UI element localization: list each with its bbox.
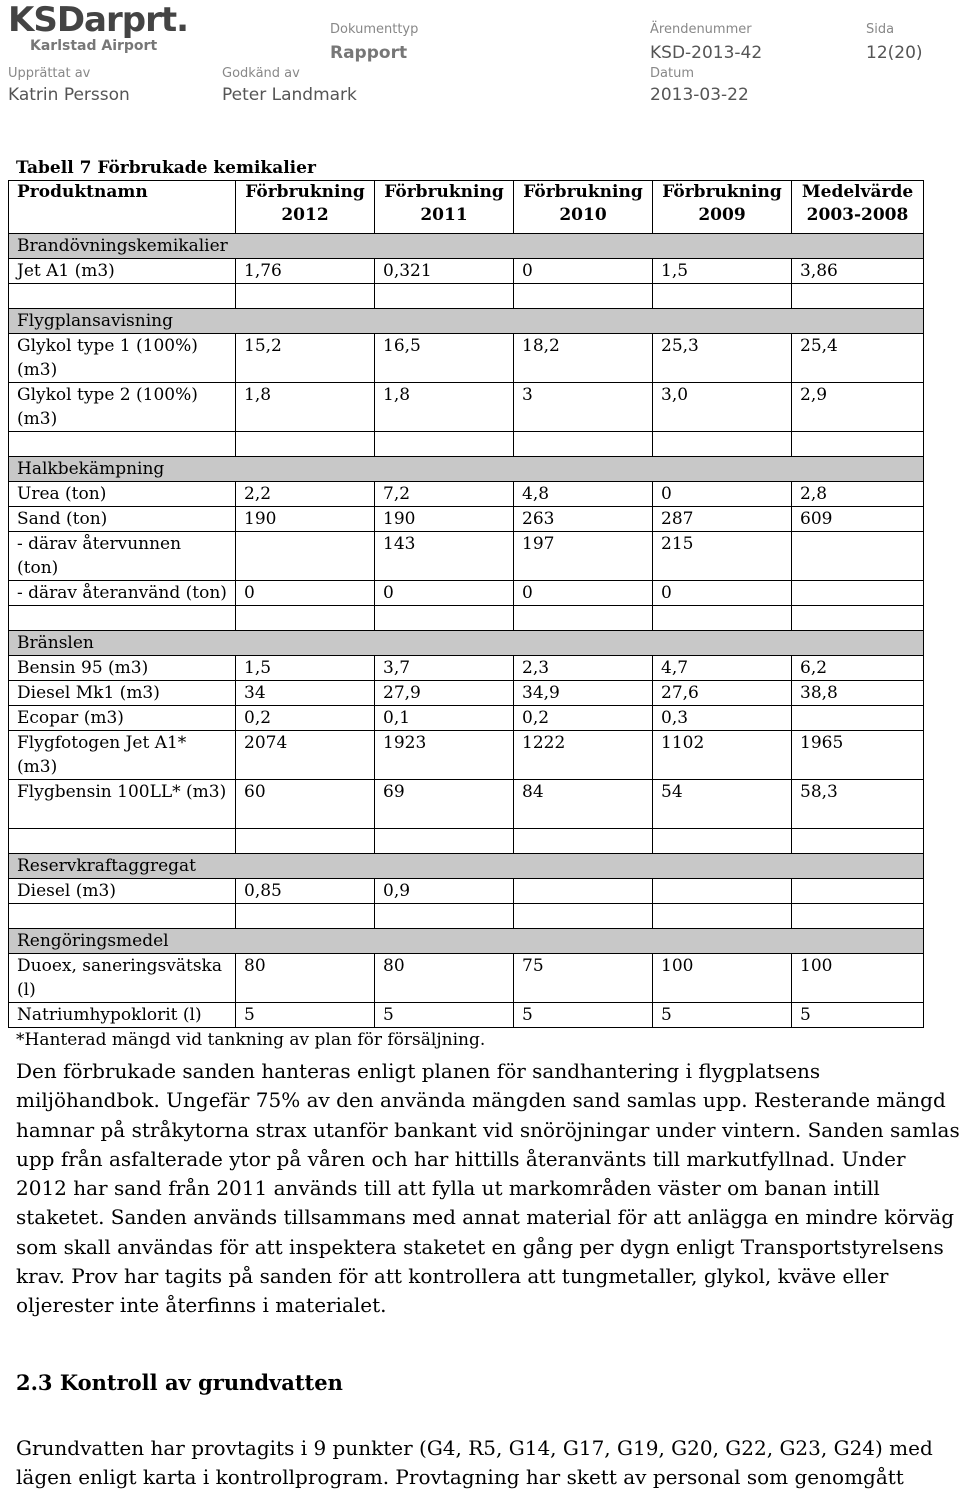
table-cell: [792, 829, 924, 854]
product-name-cell: Diesel (m3): [9, 879, 236, 904]
value-cell: 190: [236, 507, 375, 532]
table-cell: [236, 904, 375, 929]
value-cell: 25,4: [792, 334, 924, 383]
column-header-line: Förbrukning: [523, 182, 643, 202]
logo: [8, 2, 208, 54]
value-cell: 27,9: [375, 681, 514, 706]
section-row: [9, 457, 924, 482]
table-cell: [236, 829, 375, 854]
value-cell: [792, 532, 924, 581]
value-cell: 3,86: [792, 259, 924, 284]
date-value: 2013-03-22: [650, 85, 749, 105]
section-label: Bränslen: [9, 631, 924, 656]
value-cell: 1,5: [236, 656, 375, 681]
table-cell: [375, 284, 514, 309]
value-cell: 0,2: [514, 706, 653, 731]
value-cell: 84: [514, 780, 653, 829]
value-cell: 0: [653, 482, 792, 507]
column-header: [653, 181, 792, 234]
value-cell: 5: [653, 1003, 792, 1028]
column-header-line: 2009: [698, 205, 746, 225]
value-cell: 1222: [514, 731, 653, 780]
table-cell: [236, 432, 375, 457]
value-cell: 5: [375, 1003, 514, 1028]
section-label: Reservkraftaggregat: [9, 854, 924, 879]
table-header-row: [9, 181, 924, 234]
paragraph-sand: Den förbrukade sanden hanteras enligt planen för sandhantering i flygplatsens miljöhandbok. Ungefär 75% av den använda mängden sand samlas upp. Resterande mängd hamnar på stråkytorna strax utanför bankant vid snöröjningar under vintern. Sanden samlas upp från asfalterade ytor på våren och har hittills återanvänts till markutfyllnad. Under 2012 har sand från 2011 används till att fylla ut markområden väster om banan intill staketet. Sanden används tillsammans med annat material för att anlägga en mindre körväg som skall användas för att inspektera staketet en gång per dygn enligt Transportstyrelsens krav. Prov har tagits på sanden för att kontrollera att tungmetaller, glykol, kväve eller oljerester inte återfinns i materialet.: [16, 1059, 960, 1318]
column-header-line: 2010: [559, 205, 607, 225]
blank-row: [9, 904, 924, 929]
product-name-cell: - därav återanvänd (ton): [9, 581, 236, 606]
product-name-cell: Diesel Mk1 (m3): [9, 681, 236, 706]
value-cell: 1,5: [653, 259, 792, 284]
value-cell: 1102: [653, 731, 792, 780]
table-cell: [514, 829, 653, 854]
value-cell: 100: [653, 954, 792, 1003]
table-row: [9, 259, 924, 284]
table-cell: [236, 606, 375, 631]
value-cell: 0,3: [653, 706, 792, 731]
table-cell: [514, 904, 653, 929]
approved-value: Peter Landmark: [222, 85, 357, 105]
table-row: [9, 334, 924, 383]
table-row: [9, 731, 924, 780]
table-row: [9, 532, 924, 581]
table-row: [9, 706, 924, 731]
value-cell: 1,8: [375, 383, 514, 432]
value-cell: 0: [514, 259, 653, 284]
value-cell: 69: [375, 780, 514, 829]
value-cell: 100: [792, 954, 924, 1003]
table-cell: [514, 284, 653, 309]
value-cell: 190: [375, 507, 514, 532]
logo-name: KSDarprt.: [8, 0, 189, 40]
casenumber-value: KSD-2013-42: [650, 43, 763, 63]
value-cell: 5: [792, 1003, 924, 1028]
product-name-cell: Glykol type 2 (100%) (m3): [9, 383, 236, 432]
value-cell: 0,9: [375, 879, 514, 904]
value-cell: 0,1: [375, 706, 514, 731]
section-row: [9, 631, 924, 656]
approved-label: Godkänd av: [222, 66, 300, 81]
value-cell: 1,8: [236, 383, 375, 432]
value-cell: 4,7: [653, 656, 792, 681]
table-row: [9, 954, 924, 1003]
product-name-cell: Jet A1 (m3): [9, 259, 236, 284]
section-label: Halkbekämpning: [9, 457, 924, 482]
column-header: [792, 181, 924, 234]
column-header-line: 2003-2008: [806, 205, 909, 225]
table-cell: [514, 432, 653, 457]
value-cell: 34: [236, 681, 375, 706]
doctype-label: Dokumenttyp: [330, 22, 419, 37]
table-row: [9, 581, 924, 606]
column-header-line: Förbrukning: [245, 182, 365, 202]
value-cell: 2,3: [514, 656, 653, 681]
product-name-cell: Bensin 95 (m3): [9, 656, 236, 681]
table-row: [9, 681, 924, 706]
product-name-cell: Duoex, saneringsvätska (l): [9, 954, 236, 1003]
table-cell: [653, 284, 792, 309]
table-cell: [653, 606, 792, 631]
value-cell: [792, 581, 924, 606]
table-row: [9, 780, 924, 829]
section-label: Rengöringsmedel: [9, 929, 924, 954]
value-cell: 58,3: [792, 780, 924, 829]
table-cell: [375, 904, 514, 929]
value-cell: 1965: [792, 731, 924, 780]
value-cell: 197: [514, 532, 653, 581]
value-cell: 2,9: [792, 383, 924, 432]
section-row: [9, 929, 924, 954]
casenumber-label: Ärendenummer: [650, 22, 752, 37]
product-name-cell: - därav återvunnen (ton): [9, 532, 236, 581]
table-cell: [9, 606, 236, 631]
value-cell: 0: [514, 581, 653, 606]
product-name-cell: Flygfotogen Jet A1* (m3): [9, 731, 236, 780]
product-name-cell: Glykol type 1 (100%) (m3): [9, 334, 236, 383]
value-cell: 1,76: [236, 259, 375, 284]
table-row: [9, 482, 924, 507]
value-cell: 143: [375, 532, 514, 581]
logo-sub: Karlstad Airport: [30, 38, 158, 54]
table-footnote: *Hanterad mängd vid tankning av plan för försäljning.: [16, 1030, 486, 1050]
table-cell: [653, 432, 792, 457]
table-cell: [9, 284, 236, 309]
value-cell: 5: [236, 1003, 375, 1028]
table-row: [9, 507, 924, 532]
table-row: [9, 383, 924, 432]
value-cell: 16,5: [375, 334, 514, 383]
table-cell: [792, 284, 924, 309]
table-cell: [653, 904, 792, 929]
column-header-line: Förbrukning: [662, 182, 782, 202]
column-header: [514, 181, 653, 234]
value-cell: 4,8: [514, 482, 653, 507]
table-cell: [375, 606, 514, 631]
table-cell: [514, 606, 653, 631]
table-row: [9, 879, 924, 904]
blank-row: [9, 829, 924, 854]
value-cell: 0: [236, 581, 375, 606]
section-row: [9, 309, 924, 334]
value-cell: 0,85: [236, 879, 375, 904]
value-cell: 34,9: [514, 681, 653, 706]
value-cell: 2,8: [792, 482, 924, 507]
value-cell: 287: [653, 507, 792, 532]
value-cell: 609: [792, 507, 924, 532]
column-header-line: 2012: [281, 205, 329, 225]
column-header-line: Medelvärde: [801, 182, 914, 202]
table-row: [9, 1003, 924, 1028]
table-cell: [9, 432, 236, 457]
table-row: [9, 656, 924, 681]
product-name-cell: Urea (ton): [9, 482, 236, 507]
table-cell: [792, 606, 924, 631]
value-cell: 80: [236, 954, 375, 1003]
value-cell: 0: [653, 581, 792, 606]
section-label: Flygplansavisning: [9, 309, 924, 334]
value-cell: [653, 879, 792, 904]
column-header: [9, 181, 236, 234]
column-header-line: Förbrukning: [384, 182, 504, 202]
value-cell: [236, 532, 375, 581]
value-cell: 0: [375, 581, 514, 606]
value-cell: 0,2: [236, 706, 375, 731]
value-cell: 3,7: [375, 656, 514, 681]
value-cell: 3,0: [653, 383, 792, 432]
value-cell: 6,2: [792, 656, 924, 681]
table-cell: [9, 829, 236, 854]
value-cell: [792, 706, 924, 731]
product-name-cell: Ecopar (m3): [9, 706, 236, 731]
value-cell: 80: [375, 954, 514, 1003]
section-row: [9, 234, 924, 259]
table-cell: [792, 432, 924, 457]
value-cell: 263: [514, 507, 653, 532]
value-cell: 54: [653, 780, 792, 829]
value-cell: 5: [514, 1003, 653, 1028]
value-cell: 60: [236, 780, 375, 829]
section-heading: 2.3 Kontroll av grundvatten: [16, 1370, 343, 1395]
value-cell: 15,2: [236, 334, 375, 383]
page-value: 12(20): [866, 43, 923, 63]
value-cell: 38,8: [792, 681, 924, 706]
table-cell: [792, 904, 924, 929]
column-header: [236, 181, 375, 234]
value-cell: 2,2: [236, 482, 375, 507]
product-name-cell: Sand (ton): [9, 507, 236, 532]
date-label: Datum: [650, 66, 694, 81]
section-label: Brandövningskemikalier: [9, 234, 924, 259]
value-cell: 18,2: [514, 334, 653, 383]
table-caption: Tabell 7 Förbrukade kemikalier: [16, 158, 316, 178]
column-header-line: 2011: [420, 205, 468, 225]
value-cell: [514, 879, 653, 904]
value-cell: 25,3: [653, 334, 792, 383]
blank-row: [9, 606, 924, 631]
value-cell: [792, 879, 924, 904]
column-header-line: Produktnamn: [17, 182, 148, 202]
value-cell: 2074: [236, 731, 375, 780]
page-label: Sida: [866, 22, 895, 37]
created-value: Katrin Persson: [8, 85, 130, 105]
value-cell: 215: [653, 532, 792, 581]
paragraph-groundwater: Grundvatten har provtagits i 9 punkter (G4, R5, G14, G17, G19, G20, G22, G23, G24) med lägen enligt karta i kontrollprogram. Provtagning har skett av personal som genomgått: [16, 1436, 933, 1490]
created-label: Upprättat av: [8, 66, 91, 81]
blank-row: [9, 284, 924, 309]
section-row: [9, 854, 924, 879]
table-cell: [375, 432, 514, 457]
table-cell: [236, 284, 375, 309]
value-cell: 0,321: [375, 259, 514, 284]
table-cell: [375, 829, 514, 854]
chemicals-table: [8, 180, 924, 1028]
value-cell: 1923: [375, 731, 514, 780]
table-cell: [9, 904, 236, 929]
doctype-value: Rapport: [330, 43, 408, 63]
product-name-cell: Flygbensin 100LL* (m3): [9, 780, 236, 829]
blank-row: [9, 432, 924, 457]
value-cell: 3: [514, 383, 653, 432]
column-header: [375, 181, 514, 234]
value-cell: 75: [514, 954, 653, 1003]
product-name-cell: Natriumhypoklorit (l): [9, 1003, 236, 1028]
value-cell: 27,6: [653, 681, 792, 706]
value-cell: 7,2: [375, 482, 514, 507]
table-cell: [653, 829, 792, 854]
